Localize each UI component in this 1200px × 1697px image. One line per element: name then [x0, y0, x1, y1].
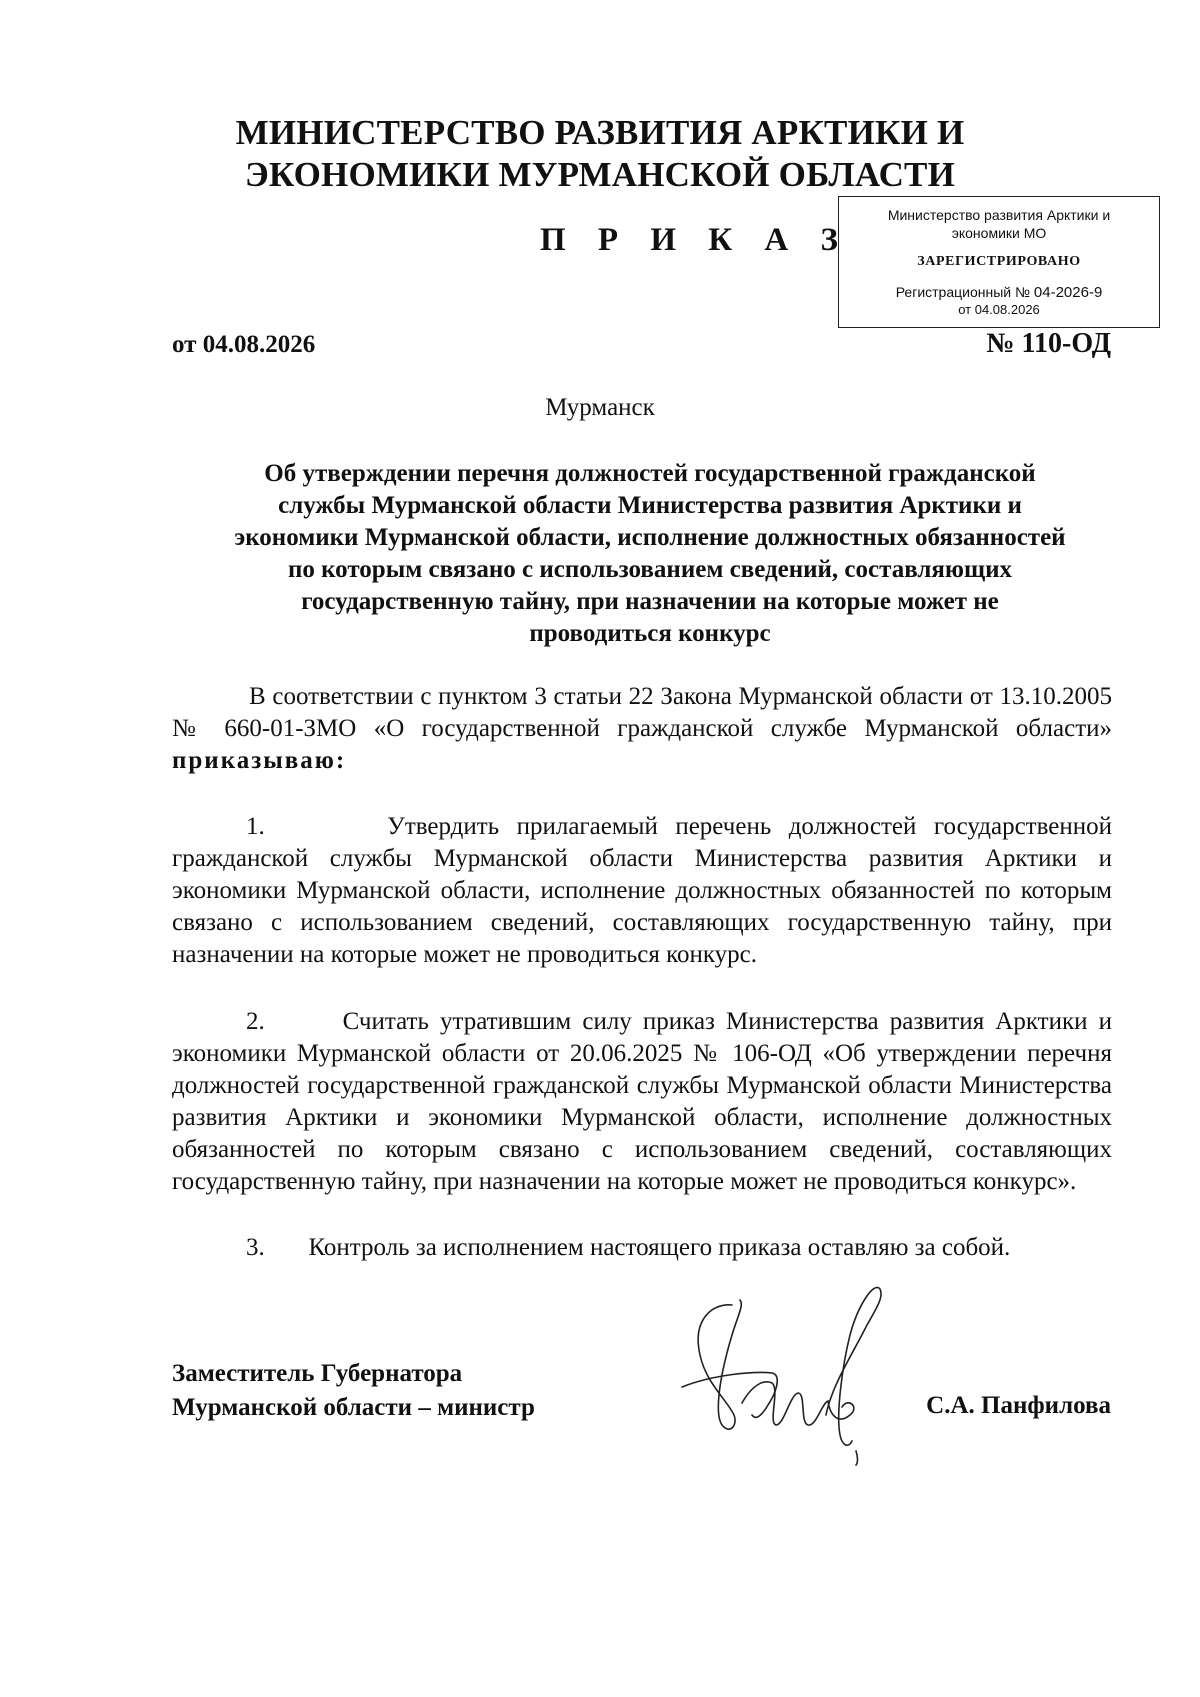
subject-line: государственную тайну, при назначении на которые может не [301, 588, 999, 615]
position-line-2: Мурманской области – министр [172, 1394, 535, 1421]
order-item-3 [172, 1232, 1112, 1264]
order-item-2 [172, 1006, 1112, 1198]
item-number: 2. [246, 1008, 265, 1035]
ministry-heading [0, 112, 1200, 196]
stamp-date [839, 302, 1159, 317]
stamp-org-line-1: Министерство развития Арктики и [887, 207, 1111, 223]
stamp-organization [839, 206, 1159, 242]
subject-line: Об утверждении перечня должностей государственной гражданской [264, 460, 1036, 487]
order-number: № 110-ОД [986, 328, 1111, 359]
item-text: Считать утратившим силу приказ Министерства развития Арктики и экономики Мурманской области от 20.06.2025 № 106-ОД «Об утверждении перечня должностей государственной гражданской службы Мурманской области Министерства развития Арктики и экономики Мурманской области, исполнение должностных обязанностей по которым связано с использованием сведений, составляющих государственную тайну, при назначении на которые может не проводиться конкурс». [172, 1008, 1112, 1195]
order-date: от 04.08.2026 [172, 331, 316, 358]
signatory-position [172, 1357, 535, 1425]
preamble-text: В соответствии с пунктом 3 статьи 22 Закона Мурманской области от 13.10.2005 № 660-01-ЗМО «О государственной гражданской службе Мурманской области» [172, 683, 1112, 742]
stamp-status: ЗАРЕГИСТРИРОВАНО [917, 254, 1081, 269]
order-subject [170, 458, 1130, 650]
position-line-1: Заместитель Губернатора [172, 1360, 463, 1387]
preamble-paragraph [172, 681, 1112, 777]
stamp-registration-number [839, 283, 1159, 302]
registration-stamp [838, 196, 1160, 328]
subject-line: проводиться конкурс [529, 620, 771, 647]
preamble-command: приказываю: [172, 747, 347, 774]
item-text: Контроль за исполнением настоящего приказа оставляю за собой. [308, 1234, 1011, 1261]
stamp-date-value: 04.08.2026 [974, 302, 1040, 317]
stamp-date-label: от [958, 302, 972, 317]
subject-line: по которым связано с использованием сведений, составляющих [287, 556, 1013, 583]
ministry-heading-line-2: ЭКОНОМИКИ МУРМАНСКОЙ ОБЛАСТИ [244, 155, 956, 194]
ministry-heading-line-1: МИНИСТЕРСТВО РАЗВИТИЯ АРКТИКИ И [235, 113, 965, 152]
stamp-org-line-2: экономики МО [951, 225, 1047, 241]
order-item-1 [172, 811, 1112, 971]
item-text: Утвердить прилагаемый перечень должностей государственной гражданской службы Мурманской области Министерства развития Арктики и экономики Мурманской области, исполнение должностных обязанностей по которым связано с использованием сведений, составляющих государственную тайну, при назначении на которые может не проводиться конкурс. [172, 813, 1113, 968]
subject-line: службы Мурманской области Министерства развития Арктики и [278, 492, 1022, 519]
order-city: Мурманск [545, 394, 655, 421]
stamp-reg-value: 04-2026-9 [1033, 284, 1103, 301]
stamp-reg-label: Регистрационный № [895, 284, 1031, 300]
item-number: 1. [246, 813, 265, 840]
subject-line: экономики Мурманской области, исполнение должностных обязанностей [234, 524, 1066, 551]
handwritten-signature [672, 1275, 902, 1475]
signatory-name: С.А. Панфилова [926, 1392, 1111, 1419]
item-number: 3. [246, 1234, 265, 1261]
document-type-title: П Р И К А З [540, 222, 850, 258]
